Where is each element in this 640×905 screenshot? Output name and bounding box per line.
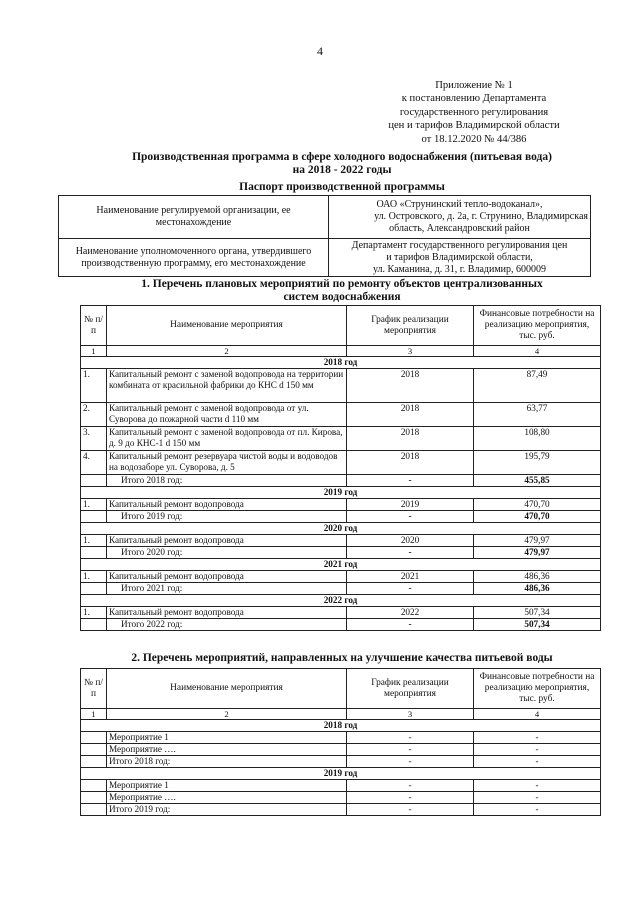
row-name: Капитальный ремонт водопровода: [107, 607, 347, 619]
year-label: 2021 год: [81, 559, 601, 571]
year-row: [81, 523, 601, 535]
section2-heading: 2. Перечень мероприятий, направленных на улучшение качества питьевой воды: [131, 652, 553, 664]
table-row: [81, 403, 601, 427]
total-no: [81, 619, 107, 631]
appendix-line: государственного регулирования: [399, 106, 549, 118]
passport-heading: Паспорт производственной программы: [239, 181, 445, 193]
total-label: Итого 2021 год:: [107, 583, 347, 595]
row-schedule: -: [347, 792, 474, 804]
appendix-line: к постановлению Департамента: [401, 93, 547, 105]
passport-value-line: ул. Каманина, д. 31, г. Владимир, 600009: [373, 263, 546, 275]
row-no: 3.: [81, 427, 107, 451]
section1-heading-line: 1. Перечень плановых мероприятий по ремонту объектов централизованных: [141, 278, 543, 290]
year-label: 2019 год: [81, 487, 601, 499]
year-label: 2020 год: [81, 523, 601, 535]
row-schedule: 2018: [347, 369, 474, 403]
column-number: 1: [81, 709, 107, 720]
header-no: № п/п: [81, 669, 107, 709]
row-no: 1.: [81, 535, 107, 547]
column-number: 3: [347, 709, 474, 720]
title-line: на 2018 - 2022 годы: [292, 164, 392, 176]
total-row: [81, 475, 601, 487]
row-finance: 87,49: [474, 369, 601, 403]
row-name: Капитальный ремонт с заменой водопровода на территории комбината от красильной фабрики до КНС d 150 мм: [107, 369, 347, 403]
row-no: 2.: [81, 403, 107, 427]
total-label: Итого 2022 год:: [107, 619, 347, 631]
appendix-line: Приложение № 1: [435, 80, 513, 91]
table-header-row: [81, 306, 601, 346]
year-row: [81, 595, 601, 607]
total-row: [81, 511, 601, 523]
total-schedule: -: [347, 756, 474, 768]
row-no: [81, 780, 107, 792]
header-no: № п/п: [81, 306, 107, 346]
passport-value-line: Департамент государственного регулирования цен: [351, 239, 568, 251]
row-finance: -: [474, 732, 601, 744]
section1-table: [80, 305, 601, 631]
table-row: [81, 780, 601, 792]
row-no: [81, 732, 107, 744]
table-row: [81, 499, 601, 511]
total-schedule: -: [347, 619, 474, 631]
header-name: Наименование мероприятия: [107, 669, 347, 709]
year-row: [81, 768, 601, 780]
table-row: [81, 744, 601, 756]
total-no: [81, 547, 107, 559]
row-name: Мероприятие ….: [107, 744, 347, 756]
total-schedule: -: [347, 804, 474, 816]
row-name: Капитальный ремонт резервуара чистой воды и водоводов на водозаборе ул. Суворова, д. 5: [107, 451, 347, 475]
total-value: 507,34: [474, 619, 601, 631]
total-schedule: -: [347, 511, 474, 523]
row-no: 1.: [81, 607, 107, 619]
row-schedule: 2018: [347, 403, 474, 427]
row-name: Мероприятие 1: [107, 780, 347, 792]
row-schedule: 2021: [347, 571, 474, 583]
row-schedule: -: [347, 780, 474, 792]
total-value: 486,36: [474, 583, 601, 595]
row-no: [81, 744, 107, 756]
year-label: 2022 год: [81, 595, 601, 607]
total-row: [81, 756, 601, 768]
passport-row: [59, 196, 591, 239]
total-value: 470,70: [474, 511, 601, 523]
appendix-line: цен и тарифов Владимирской области: [388, 120, 560, 132]
row-finance: -: [474, 780, 601, 792]
row-finance: 195,79: [474, 451, 601, 475]
row-finance: -: [474, 744, 601, 756]
row-schedule: -: [347, 744, 474, 756]
total-no: [81, 511, 107, 523]
row-name: Капитальный ремонт с заменой водопровода от пл. Кирова, д. 9 до КНС-1 d 150 мм: [107, 427, 347, 451]
row-finance: -: [474, 792, 601, 804]
row-name: Мероприятие 1: [107, 732, 347, 744]
total-value: -: [474, 756, 601, 768]
table-row: [81, 427, 601, 451]
row-schedule: 2020: [347, 535, 474, 547]
total-label: Итого 2018 год:: [107, 756, 347, 768]
table-row: [81, 451, 601, 475]
column-number: 3: [347, 346, 474, 357]
page-number: 4: [317, 44, 323, 58]
year-row: [81, 559, 601, 571]
header-name: Наименование мероприятия: [107, 306, 347, 346]
row-finance: 63,77: [474, 403, 601, 427]
section1-heading: [50, 278, 634, 304]
total-no: [81, 756, 107, 768]
total-no: [81, 583, 107, 595]
row-finance: 470,70: [474, 499, 601, 511]
total-row: [81, 619, 601, 631]
total-label: Итого 2018 год:: [107, 475, 347, 487]
table-row: [81, 732, 601, 744]
header-finance: Финансовые потребности на реализацию мероприятия, тыс. руб.: [474, 306, 601, 346]
row-schedule: 2019: [347, 499, 474, 511]
passport-value-line: ОАО «Струнинский тепло-водоканал»,: [376, 199, 543, 210]
total-value: 455,85: [474, 475, 601, 487]
total-value: 479,97: [474, 547, 601, 559]
appendix-block: [360, 79, 588, 146]
row-finance: 486,36: [474, 571, 601, 583]
year-label: 2018 год: [81, 720, 601, 732]
total-label: Итого 2019 год:: [107, 804, 347, 816]
passport-value-line: область, Александровский район: [389, 223, 530, 234]
table-row: [81, 535, 601, 547]
row-finance: 479,97: [474, 535, 601, 547]
year-row: [81, 720, 601, 732]
column-number: 2: [107, 709, 347, 720]
total-label: Итого 2020 год:: [107, 547, 347, 559]
header-schedule: График реализации мероприятия: [347, 669, 474, 709]
passport-label: Наименование уполномоченного органа, утвердившего производственную программу, его местонахождение: [59, 239, 329, 277]
year-label: 2019 год: [81, 768, 601, 780]
column-number: 4: [474, 346, 601, 357]
total-no: [81, 475, 107, 487]
total-row: [81, 547, 601, 559]
row-no: 1.: [81, 369, 107, 403]
row-schedule: -: [347, 732, 474, 744]
table-row: [81, 571, 601, 583]
row-schedule: 2018: [347, 427, 474, 451]
appendix-line: от 18.12.2020 № 44/386: [421, 133, 527, 145]
column-number-row: [81, 346, 601, 357]
passport-row: [59, 239, 591, 277]
row-name: Капитальный ремонт водопровода: [107, 499, 347, 511]
row-no: 1.: [81, 571, 107, 583]
total-row: [81, 583, 601, 595]
section2-table: [80, 668, 601, 816]
total-no: [81, 804, 107, 816]
row-name: Капитальный ремонт с заменой водопровода от ул. Суворова до пожарной части d 110 мм: [107, 403, 347, 427]
table-header-row: [81, 669, 601, 709]
title-line: Производственная программа в сфере холодного водоснабжения (питьевая вода): [132, 151, 552, 163]
row-finance: 507,34: [474, 607, 601, 619]
passport-label: Наименование регулируемой организации, ее местонахождение: [59, 196, 329, 239]
row-schedule: 2022: [347, 607, 474, 619]
row-name: Капитальный ремонт водопровода: [107, 535, 347, 547]
year-row: [81, 487, 601, 499]
table-row: [81, 792, 601, 804]
total-label: Итого 2019 год:: [107, 511, 347, 523]
row-finance: 108,80: [474, 427, 601, 451]
column-number: 4: [474, 709, 601, 720]
section1-heading-line: систем водоснабжения: [283, 291, 401, 303]
header-finance: Финансовые потребности на реализацию мероприятия, тыс. руб.: [474, 669, 601, 709]
year-row: [81, 357, 601, 369]
row-name: Капитальный ремонт водопровода: [107, 571, 347, 583]
table-row: [81, 607, 601, 619]
year-label: 2018 год: [81, 357, 601, 369]
column-number: 2: [107, 346, 347, 357]
total-row: [81, 804, 601, 816]
row-no: 1.: [81, 499, 107, 511]
total-value: -: [474, 804, 601, 816]
document-title: [50, 151, 634, 177]
total-schedule: -: [347, 547, 474, 559]
passport-value-line: и тарифов Владимирской области,: [386, 251, 533, 263]
table-row: [81, 369, 601, 403]
header-schedule: График реализации мероприятия: [347, 306, 474, 346]
passport-value: [329, 239, 591, 277]
passport-table: [58, 195, 591, 277]
column-number: 1: [81, 346, 107, 357]
passport-value-line: ул. Островского, д. 2а, г. Струнино, Владимирская: [374, 211, 588, 222]
row-no: [81, 792, 107, 804]
row-name: Мероприятие ….: [107, 792, 347, 804]
column-number-row: [81, 709, 601, 720]
row-no: 4.: [81, 451, 107, 475]
total-schedule: -: [347, 475, 474, 487]
passport-value: [329, 196, 591, 239]
total-schedule: -: [347, 583, 474, 595]
row-schedule: 2018: [347, 451, 474, 475]
